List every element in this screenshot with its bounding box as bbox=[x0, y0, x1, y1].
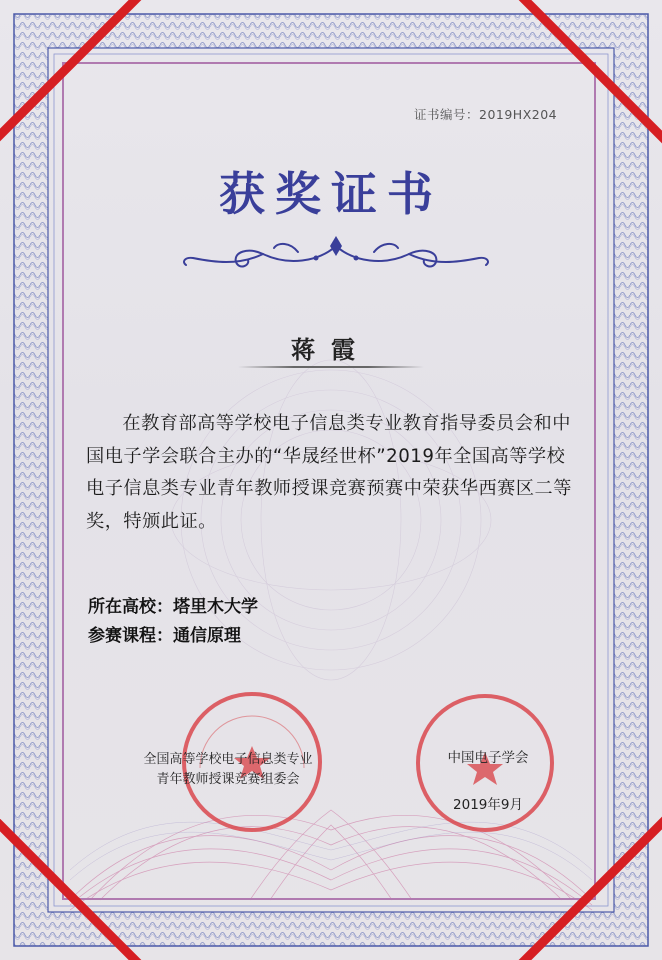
certificate-number: 证书编号：2019HX204 bbox=[414, 107, 558, 122]
recipient-name: 蒋霞 bbox=[291, 335, 371, 364]
issuer-right: 中国电子学会 bbox=[447, 750, 529, 766]
certificate-title: 获奖证书 bbox=[219, 167, 443, 221]
issue-date: 2019年9月 bbox=[453, 797, 523, 813]
issuer-left-line2: 青年教师授课竞赛组委会 bbox=[156, 772, 300, 787]
award-statement: 在教育部高等学校电子信息类专业教育指导委员会和中国电子学会联合主办的“华晟经世杯”2019年全国高等学校电子信息类专业青年教师授课竞赛预赛中荣获华西赛区二等奖，特颁此证。 bbox=[86, 413, 572, 532]
school-line: 所在高校：塔里木大学 bbox=[88, 597, 258, 617]
course-line: 参赛课程：通信原理 bbox=[88, 626, 241, 646]
issuer-left-line1: 全国高等学校电子信息类专业 bbox=[143, 752, 313, 767]
